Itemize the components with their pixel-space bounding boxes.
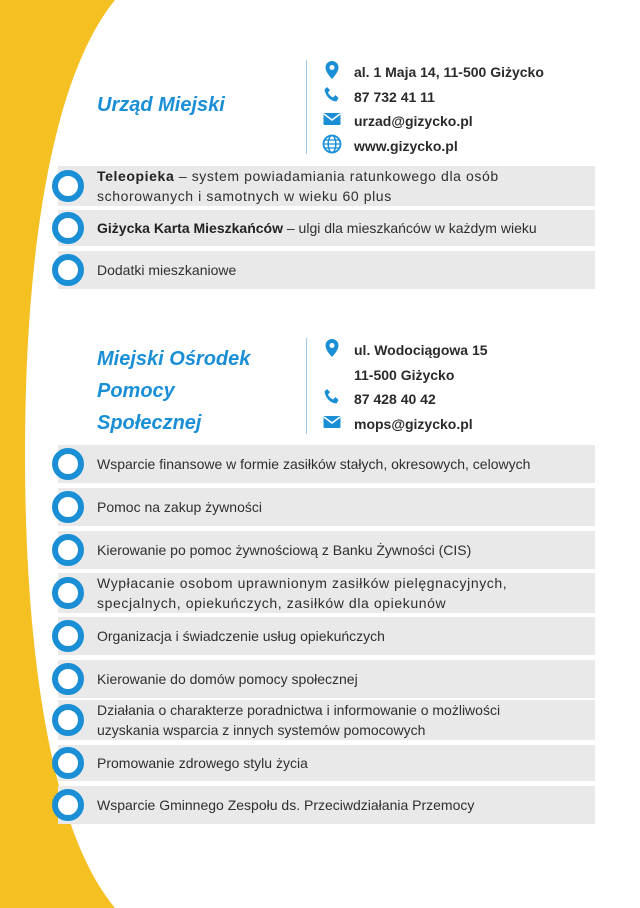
office-phone-text: 87 732 41 11 xyxy=(354,88,435,105)
item-text-line: Wsparcie finansowe w formie zasiłków stałych, okresowych, celowych xyxy=(97,456,531,472)
list-item xyxy=(0,786,595,824)
list-item xyxy=(0,660,595,698)
mops-title-line: Społecznej xyxy=(97,412,202,434)
circle-bullet-icon xyxy=(52,212,84,244)
item-text-line: schorowanych i samotnych w wieku 60 plus xyxy=(97,188,392,204)
circle-bullet-icon xyxy=(52,577,84,609)
item-bold-text: Giżycka Karta Mieszkańców xyxy=(97,220,283,236)
item-text xyxy=(97,445,585,483)
item-text-line: Pomoc na zakup żywności xyxy=(97,499,262,515)
item-text-line: Kierowanie do domów pomocy społecznej xyxy=(97,671,358,687)
item-text-line: – ulgi dla mieszkańców w każdym wieku xyxy=(282,220,537,236)
mops-title-line: Miejski Ośrodek xyxy=(97,348,251,370)
mops-phone-text: 87 428 40 42 xyxy=(354,391,436,407)
item-text-line: Działania o charakterze poradnictwa i informowanie o możliwości xyxy=(97,702,501,718)
item-text-line: Organizacja i świadczenie usług opiekuńczych xyxy=(97,628,385,644)
office-contacts xyxy=(322,60,544,158)
office-address-text: al. 1 Maja 14, 11-500 Giżycko xyxy=(354,64,544,80)
office-website xyxy=(322,134,544,159)
location-pin-icon xyxy=(322,338,344,358)
phone-icon xyxy=(322,387,344,407)
item-text xyxy=(97,488,585,526)
mops-address-line: 11-500 Giżycko xyxy=(354,366,455,383)
item-text-line: – system powiadamiania ratunkowego dla osób xyxy=(174,168,499,184)
list-item xyxy=(0,617,595,655)
email-icon xyxy=(322,412,344,432)
mops-email xyxy=(322,412,488,437)
office-address xyxy=(322,60,544,85)
item-text xyxy=(97,660,585,698)
circle-bullet-icon xyxy=(52,663,84,695)
mops-title-line: Pomocy xyxy=(97,380,175,402)
office-divider xyxy=(306,60,307,154)
mops-address-line: ul. Wodociągowa 15 xyxy=(354,342,488,358)
circle-bullet-icon xyxy=(52,704,84,736)
item-text xyxy=(97,531,585,569)
globe-icon xyxy=(322,134,344,154)
item-text-line: Kierowanie po pomoc żywnościową z Banku Żywności (CIS) xyxy=(97,542,472,558)
list-item xyxy=(0,210,595,246)
item-text-line: Dodatki mieszkaniowe xyxy=(97,262,237,278)
item-text xyxy=(97,786,585,824)
item-text xyxy=(97,745,585,781)
item-text-line: Wypłacanie osobom uprawnionym zasiłków pielęgnacyjnych, xyxy=(97,575,508,591)
office-title xyxy=(97,89,225,121)
phone-icon xyxy=(322,85,344,105)
circle-bullet-icon xyxy=(52,534,84,566)
circle-bullet-icon xyxy=(52,448,84,480)
circle-bullet-icon xyxy=(52,254,84,286)
item-text-line: uzyskania wsparcia z innych systemów pomocowych xyxy=(97,722,426,738)
circle-bullet-icon xyxy=(52,789,84,821)
office-email xyxy=(322,109,544,134)
item-text xyxy=(97,573,585,613)
list-item xyxy=(0,166,595,206)
location-pin-icon xyxy=(322,60,344,80)
office-phone xyxy=(322,85,544,110)
circle-bullet-icon xyxy=(52,170,84,202)
item-bold-text: Teleopieka xyxy=(97,168,175,184)
list-item xyxy=(0,445,595,483)
mops-address xyxy=(322,338,488,387)
item-text xyxy=(97,210,585,246)
list-item xyxy=(0,745,595,781)
email-icon xyxy=(322,109,344,129)
mops-divider xyxy=(306,338,307,434)
list-item xyxy=(0,700,595,740)
list-item xyxy=(0,251,595,289)
mops-contacts xyxy=(322,338,488,436)
item-text xyxy=(97,700,585,740)
list-item xyxy=(0,531,595,569)
mops-title xyxy=(97,343,250,439)
office-title-line: Urząd Miejski xyxy=(97,94,225,116)
list-item xyxy=(0,488,595,526)
item-text-line: Promowanie zdrowego stylu życia xyxy=(97,755,308,771)
item-text xyxy=(97,617,585,655)
circle-bullet-icon xyxy=(52,491,84,523)
item-text xyxy=(97,166,585,206)
item-text-line: Wsparcie Gminnego Zespołu ds. Przeciwdziałania Przemocy xyxy=(97,797,475,813)
circle-bullet-icon xyxy=(52,620,84,652)
item-text-line: specjalnych, opiekuńczych, zasiłków dla opiekunów xyxy=(97,595,447,611)
office-email-text[interactable]: urzad@gizycko.pl xyxy=(354,113,473,129)
item-text xyxy=(97,251,585,289)
circle-bullet-icon xyxy=(52,747,84,779)
office-website-text[interactable]: www.gizycko.pl xyxy=(354,137,458,154)
list-item xyxy=(0,573,595,613)
mops-phone xyxy=(322,387,488,412)
mops-email-text[interactable]: mops@gizycko.pl xyxy=(354,415,473,432)
